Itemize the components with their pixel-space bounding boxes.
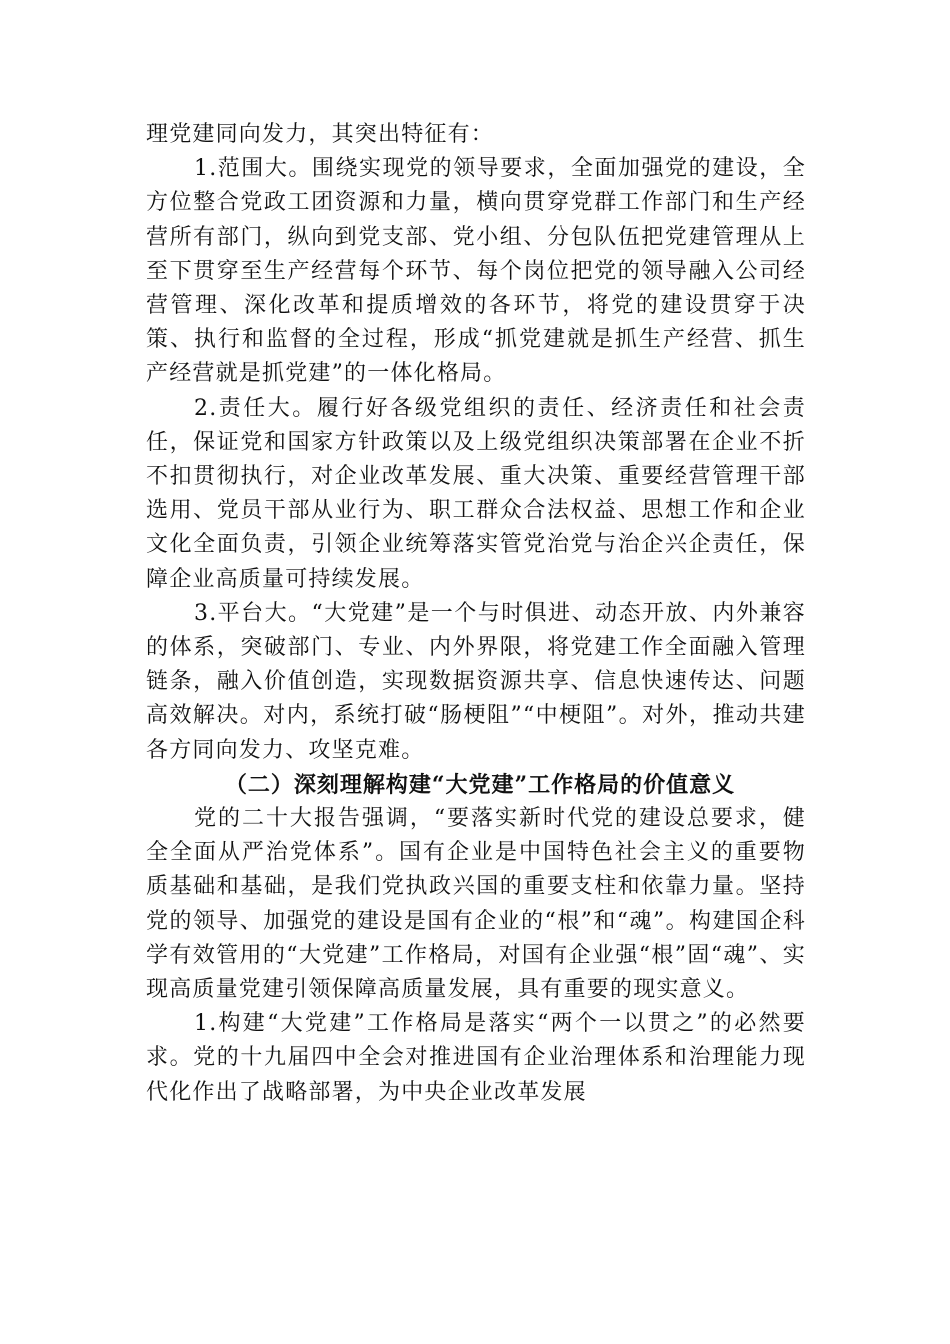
paragraph-scope: 1.范围大。围绕实现党的领导要求，全面加强党的建设，全方位整合党政工团资源和力量，横向贯穿党群工作部门和生产经营所有部门，纵向到党支部、党小组、分包队伍把党建管理从上至下贯穿至生产经营每个环节、每个岗位把党的领导融入公司经营管理、深化改革和提质增效的各环节，将党的建设贯穿于决策、执行和监督的全过程，形成“抓党建就是抓生产经营、抓生产经营就是抓党建”的一体化格局。: [146, 156, 806, 387]
paragraph-platform: 3.平台大。“大党建”是一个与时俱进、动态开放、内外兼容的体系，突破部门、专业、内外界限，将党建工作全面融入管理链条，融入价值创造，实现数据资源共享、信息快速传达、问题高效解决。对内，系统打破“肠梗阻”“中梗阻”。对外，推动共建各方同向发力、攻坚克难。: [146, 600, 806, 763]
paragraph-responsibility: 2.责任大。履行好各级党组织的责任、经济责任和社会责任，保证党和国家方针政策以及上级党组织决策部署在企业不折不扣贯彻执行，对企业改革发展、重大决策、重要经营管理干部选用、党员干部从业行为、职工群众合法权益、思想工作和企业文化全面负责，引领企业统筹落实管党治党与治企兴企责任，保障企业高质量可持续发展。: [146, 395, 806, 592]
paragraph-value-significance: 党的二十大报告强调，“要落实新时代党的建设总要求，健全全面从严治党体系”。国有企业是中国特色社会主义的重要物质基础和基础，是我们党执政兴国的重要支柱和依靠力量。坚持党的领导、加强党的建设是国有企业的“根”和“魂”。构建国企科学有效管用的“大党建”工作格局，对国有企业强“根”固“魂”、实现高质量党建引领保障高质量发展，具有重要的现实意义。: [146, 806, 806, 1003]
paragraph-continuation: 理党建同向发力，其突出特征有：: [146, 122, 495, 147]
section-heading: （二）深刻理解构建“大党建”工作格局的价值意义: [224, 771, 736, 798]
document-page: [146, 118, 806, 1110]
paragraph-two-consistencies: 1.构建“大党建”工作格局是落实“两个一以贯之”的必然要求。党的十九届四中全会对推进国有企业治理体系和治理能力现代化作出了战略部署，为中央企业改革发展: [146, 1011, 806, 1105]
